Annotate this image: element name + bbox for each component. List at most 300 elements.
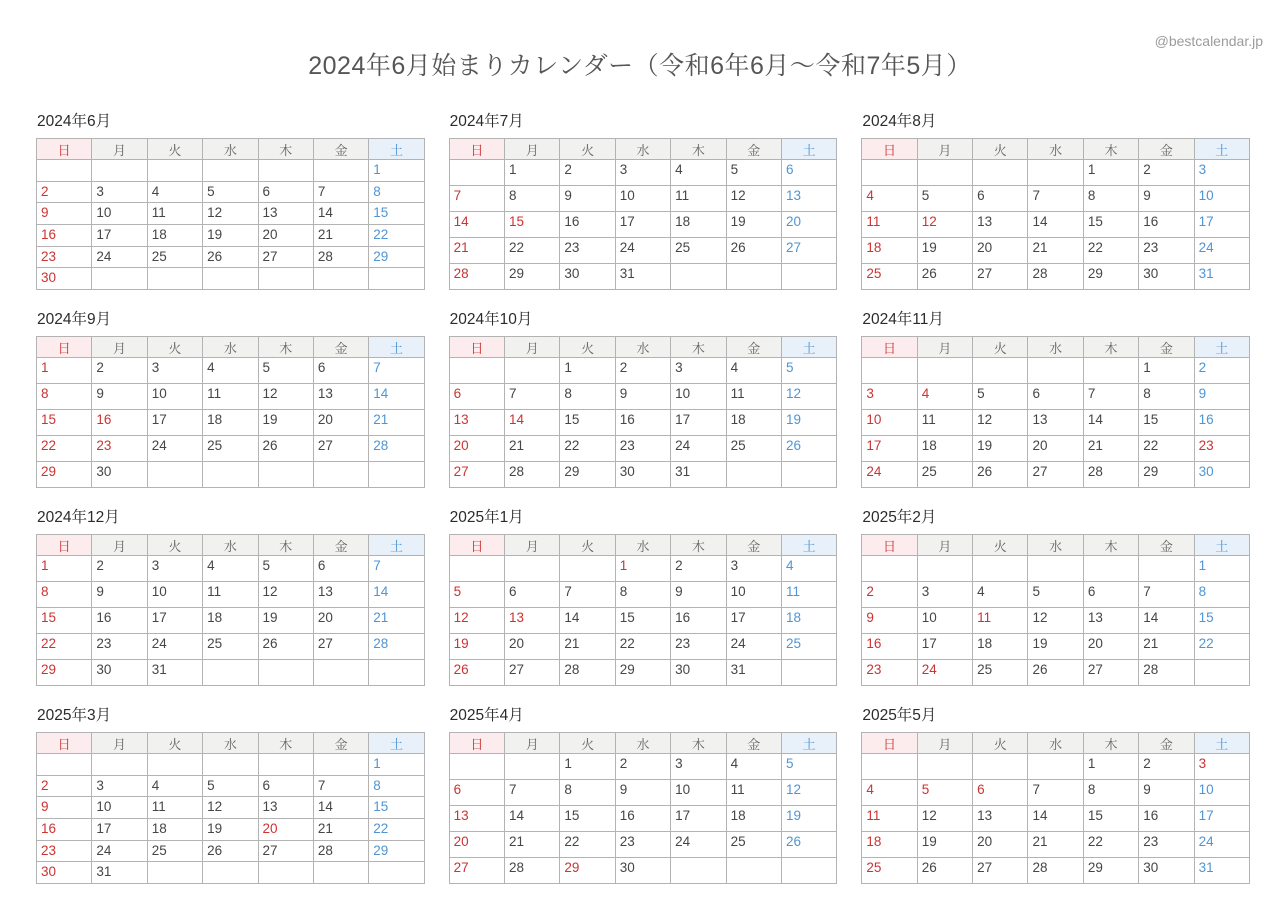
day-cell: 5	[782, 754, 837, 780]
month-calendar-3	[861, 109, 1250, 290]
month-calendar-10	[36, 703, 425, 884]
day-cell: 4	[727, 754, 782, 780]
day-cell: 12	[203, 203, 258, 225]
weekday-header-sun: 日	[862, 337, 917, 358]
day-cell: 17	[1195, 806, 1250, 832]
day-cell: 25	[918, 462, 973, 488]
weekday-header-weekday: 金	[314, 139, 369, 160]
day-cell: 9	[862, 608, 917, 634]
month-grid	[449, 534, 838, 686]
day-cell: 15	[1084, 212, 1139, 238]
day-cell: 31	[1195, 264, 1250, 290]
day-cell: 15	[505, 212, 560, 238]
day-cell: 11	[203, 582, 258, 608]
day-cell: 22	[505, 238, 560, 264]
weekday-header-weekday: 水	[616, 733, 671, 754]
month-title: 2024年6月	[37, 113, 112, 130]
day-cell: 23	[1139, 832, 1194, 858]
weekday-header-weekday: 金	[314, 535, 369, 556]
day-cell: 6	[259, 182, 314, 204]
day-cell: 3	[616, 160, 671, 186]
empty-cell	[727, 858, 782, 884]
day-cell: 16	[37, 225, 92, 247]
day-cell: 1	[505, 160, 560, 186]
month-title: 2024年7月	[449, 113, 524, 130]
day-cell: 11	[727, 384, 782, 410]
day-cell: 30	[671, 660, 726, 686]
weekday-header-weekday: 月	[505, 535, 560, 556]
day-cell: 7	[505, 780, 560, 806]
day-cell: 4	[973, 582, 1028, 608]
day-cell: 9	[1195, 384, 1250, 410]
day-cell: 27	[1084, 660, 1139, 686]
day-cell: 21	[560, 634, 615, 660]
day-cell: 15	[616, 608, 671, 634]
month-calendar-8	[449, 505, 838, 686]
day-cell: 28	[1028, 858, 1083, 884]
day-cell: 25	[727, 832, 782, 858]
day-cell: 30	[92, 462, 147, 488]
weekday-header-weekday: 火	[973, 535, 1028, 556]
day-cell: 14	[314, 797, 369, 819]
day-cell: 25	[148, 841, 203, 863]
day-cell: 24	[727, 634, 782, 660]
day-cell: 20	[505, 634, 560, 660]
day-cell: 13	[450, 410, 505, 436]
day-cell: 5	[1028, 582, 1083, 608]
day-cell: 27	[973, 264, 1028, 290]
day-cell: 19	[1028, 634, 1083, 660]
day-cell: 19	[203, 819, 258, 841]
day-cell: 8	[369, 182, 424, 204]
day-cell: 2	[560, 160, 615, 186]
day-cell: 23	[616, 832, 671, 858]
day-cell: 12	[782, 384, 837, 410]
day-cell: 10	[671, 780, 726, 806]
day-cell: 29	[37, 660, 92, 686]
weekday-header-weekday: 火	[148, 139, 203, 160]
day-cell: 16	[92, 410, 147, 436]
day-cell: 20	[450, 436, 505, 462]
day-cell: 20	[259, 225, 314, 247]
month-calendar-1	[36, 109, 425, 290]
day-cell: 24	[671, 832, 726, 858]
day-cell: 26	[782, 832, 837, 858]
day-cell: 5	[450, 582, 505, 608]
weekday-header-weekday: 水	[203, 139, 258, 160]
empty-cell	[92, 160, 147, 182]
day-cell: 17	[616, 212, 671, 238]
empty-cell	[203, 660, 258, 686]
month-calendar-12	[861, 703, 1250, 884]
day-cell: 10	[148, 582, 203, 608]
day-cell: 24	[1195, 238, 1250, 264]
day-cell: 12	[918, 212, 973, 238]
day-cell: 21	[1084, 436, 1139, 462]
weekday-header-weekday: 月	[92, 337, 147, 358]
weekday-header-sun: 日	[450, 139, 505, 160]
day-cell: 22	[37, 634, 92, 660]
day-cell: 22	[560, 832, 615, 858]
empty-cell	[505, 556, 560, 582]
weekday-header-weekday: 火	[560, 535, 615, 556]
day-cell: 22	[1139, 436, 1194, 462]
weekday-header-sat: 土	[1195, 139, 1250, 160]
empty-cell	[862, 358, 917, 384]
weekday-header-weekday: 月	[505, 139, 560, 160]
day-cell: 12	[1028, 608, 1083, 634]
day-cell: 3	[671, 358, 726, 384]
day-cell: 19	[203, 225, 258, 247]
day-cell: 18	[148, 819, 203, 841]
day-cell: 28	[369, 634, 424, 660]
day-cell: 13	[314, 582, 369, 608]
day-cell: 31	[148, 660, 203, 686]
day-cell: 14	[505, 806, 560, 832]
month-grid	[861, 138, 1250, 290]
month-grid	[36, 138, 425, 290]
day-cell: 22	[37, 436, 92, 462]
day-cell: 8	[37, 384, 92, 410]
empty-cell	[918, 556, 973, 582]
day-cell: 26	[973, 462, 1028, 488]
day-cell: 29	[1084, 264, 1139, 290]
day-cell: 18	[148, 225, 203, 247]
weekday-header-sat: 土	[369, 535, 424, 556]
weekday-header-weekday: 木	[1084, 535, 1139, 556]
day-cell: 11	[148, 203, 203, 225]
day-cell: 2	[616, 754, 671, 780]
empty-cell	[314, 754, 369, 776]
day-cell: 25	[973, 660, 1028, 686]
day-cell: 20	[314, 410, 369, 436]
empty-cell	[369, 268, 424, 290]
day-cell: 25	[862, 264, 917, 290]
empty-cell	[203, 754, 258, 776]
day-cell: 28	[1028, 264, 1083, 290]
day-cell: 23	[92, 436, 147, 462]
day-cell: 14	[369, 384, 424, 410]
day-cell: 11	[862, 212, 917, 238]
month-title: 2025年5月	[862, 707, 937, 724]
day-cell: 13	[450, 806, 505, 832]
weekday-header-weekday: 火	[973, 139, 1028, 160]
day-cell: 25	[862, 858, 917, 884]
day-cell: 9	[671, 582, 726, 608]
empty-cell	[450, 556, 505, 582]
empty-cell	[1084, 556, 1139, 582]
day-cell: 26	[1028, 660, 1083, 686]
day-cell: 15	[369, 797, 424, 819]
weekday-header-sun: 日	[450, 733, 505, 754]
day-cell: 19	[918, 238, 973, 264]
day-cell: 14	[314, 203, 369, 225]
day-cell: 2	[92, 358, 147, 384]
day-cell: 30	[560, 264, 615, 290]
day-cell: 31	[92, 862, 147, 884]
day-cell: 17	[1195, 212, 1250, 238]
day-cell: 28	[1139, 660, 1194, 686]
day-cell: 9	[1139, 780, 1194, 806]
weekday-header-weekday: 火	[148, 337, 203, 358]
month-title: 2024年10月	[449, 311, 533, 328]
empty-cell	[671, 858, 726, 884]
empty-cell	[369, 862, 424, 884]
empty-cell	[92, 268, 147, 290]
day-cell: 9	[37, 203, 92, 225]
day-cell: 25	[671, 238, 726, 264]
weekday-header-weekday: 月	[505, 337, 560, 358]
day-cell: 3	[1195, 754, 1250, 780]
day-cell: 25	[203, 436, 258, 462]
day-cell: 4	[148, 182, 203, 204]
day-cell: 16	[92, 608, 147, 634]
day-cell: 10	[862, 410, 917, 436]
month-title: 2025年1月	[449, 509, 524, 526]
day-cell: 5	[918, 780, 973, 806]
weekday-header-weekday: 木	[259, 733, 314, 754]
day-cell: 6	[1028, 384, 1083, 410]
day-cell: 19	[973, 436, 1028, 462]
weekday-header-weekday: 火	[973, 733, 1028, 754]
weekday-header-weekday: 火	[148, 535, 203, 556]
day-cell: 28	[505, 858, 560, 884]
day-cell: 10	[671, 384, 726, 410]
day-cell: 14	[369, 582, 424, 608]
day-cell: 25	[727, 436, 782, 462]
day-cell: 29	[616, 660, 671, 686]
day-cell: 13	[1084, 608, 1139, 634]
day-cell: 7	[314, 776, 369, 798]
day-cell: 27	[450, 462, 505, 488]
empty-cell	[973, 556, 1028, 582]
weekday-header-weekday: 木	[671, 139, 726, 160]
empty-cell	[973, 358, 1028, 384]
weekday-header-weekday: 月	[918, 535, 973, 556]
day-cell: 28	[450, 264, 505, 290]
day-cell: 5	[203, 182, 258, 204]
day-cell: 24	[92, 247, 147, 269]
weekday-header-weekday: 木	[1084, 733, 1139, 754]
day-cell: 13	[973, 806, 1028, 832]
day-cell: 19	[450, 634, 505, 660]
day-cell: 5	[259, 556, 314, 582]
empty-cell	[918, 754, 973, 780]
day-cell: 30	[37, 268, 92, 290]
weekday-header-weekday: 水	[203, 337, 258, 358]
day-cell: 18	[671, 212, 726, 238]
day-cell: 15	[369, 203, 424, 225]
day-cell: 17	[148, 410, 203, 436]
day-cell: 7	[369, 358, 424, 384]
day-cell: 21	[314, 819, 369, 841]
empty-cell	[203, 462, 258, 488]
day-cell: 22	[616, 634, 671, 660]
empty-cell	[862, 160, 917, 186]
weekday-header-sun: 日	[450, 535, 505, 556]
day-cell: 5	[918, 186, 973, 212]
day-cell: 21	[1028, 238, 1083, 264]
day-cell: 18	[782, 608, 837, 634]
empty-cell	[782, 858, 837, 884]
day-cell: 6	[314, 556, 369, 582]
day-cell: 1	[616, 556, 671, 582]
day-cell: 15	[37, 410, 92, 436]
empty-cell	[918, 160, 973, 186]
day-cell: 6	[450, 384, 505, 410]
weekday-header-weekday: 水	[203, 535, 258, 556]
empty-cell	[203, 862, 258, 884]
day-cell: 24	[918, 660, 973, 686]
month-title: 2025年2月	[862, 509, 937, 526]
day-cell: 3	[1195, 160, 1250, 186]
day-cell: 16	[671, 608, 726, 634]
empty-cell	[259, 754, 314, 776]
empty-cell	[1084, 358, 1139, 384]
day-cell: 27	[259, 247, 314, 269]
day-cell: 14	[560, 608, 615, 634]
day-cell: 29	[505, 264, 560, 290]
day-cell: 11	[918, 410, 973, 436]
day-cell: 18	[203, 410, 258, 436]
day-cell: 12	[450, 608, 505, 634]
day-cell: 19	[782, 410, 837, 436]
day-cell: 23	[37, 247, 92, 269]
day-cell: 21	[1139, 634, 1194, 660]
day-cell: 6	[314, 358, 369, 384]
day-cell: 19	[727, 212, 782, 238]
day-cell: 17	[92, 819, 147, 841]
day-cell: 9	[37, 797, 92, 819]
day-cell: 31	[671, 462, 726, 488]
weekday-header-weekday: 金	[314, 733, 369, 754]
month-calendar-2	[449, 109, 838, 290]
day-cell: 12	[259, 384, 314, 410]
weekday-header-sat: 土	[369, 337, 424, 358]
empty-cell	[259, 268, 314, 290]
weekday-header-weekday: 水	[1028, 337, 1083, 358]
day-cell: 10	[727, 582, 782, 608]
month-calendar-4	[36, 307, 425, 488]
day-cell: 4	[727, 358, 782, 384]
day-cell: 29	[1084, 858, 1139, 884]
day-cell: 2	[616, 358, 671, 384]
day-cell: 2	[37, 776, 92, 798]
day-cell: 12	[203, 797, 258, 819]
day-cell: 14	[1028, 212, 1083, 238]
day-cell: 3	[727, 556, 782, 582]
day-cell: 27	[314, 436, 369, 462]
weekday-header-sun: 日	[862, 535, 917, 556]
day-cell: 22	[1084, 238, 1139, 264]
day-cell: 27	[450, 858, 505, 884]
day-cell: 11	[862, 806, 917, 832]
weekday-header-weekday: 金	[314, 337, 369, 358]
day-cell: 5	[259, 358, 314, 384]
weekday-header-sat: 土	[1195, 733, 1250, 754]
day-cell: 7	[1028, 780, 1083, 806]
weekday-header-weekday: 金	[727, 337, 782, 358]
day-cell: 13	[782, 186, 837, 212]
weekday-header-sun: 日	[37, 139, 92, 160]
empty-cell	[918, 358, 973, 384]
day-cell: 13	[973, 212, 1028, 238]
day-cell: 4	[862, 186, 917, 212]
day-cell: 24	[148, 436, 203, 462]
day-cell: 30	[92, 660, 147, 686]
day-cell: 8	[37, 582, 92, 608]
day-cell: 24	[148, 634, 203, 660]
day-cell: 6	[505, 582, 560, 608]
day-cell: 22	[1084, 832, 1139, 858]
day-cell: 13	[259, 797, 314, 819]
day-cell: 27	[505, 660, 560, 686]
empty-cell	[314, 862, 369, 884]
day-cell: 28	[505, 462, 560, 488]
weekday-header-sat: 土	[369, 733, 424, 754]
day-cell: 8	[560, 780, 615, 806]
day-cell: 21	[369, 608, 424, 634]
day-cell: 29	[560, 858, 615, 884]
day-cell: 24	[671, 436, 726, 462]
day-cell: 9	[560, 186, 615, 212]
day-cell: 1	[37, 358, 92, 384]
weekday-header-weekday: 水	[616, 535, 671, 556]
weekday-header-weekday: 火	[148, 733, 203, 754]
day-cell: 26	[918, 264, 973, 290]
empty-cell	[1139, 556, 1194, 582]
day-cell: 15	[1195, 608, 1250, 634]
day-cell: 21	[505, 436, 560, 462]
month-calendar-5	[449, 307, 838, 488]
empty-cell	[862, 754, 917, 780]
day-cell: 21	[1028, 832, 1083, 858]
weekday-header-weekday: 火	[560, 337, 615, 358]
day-cell: 21	[314, 225, 369, 247]
day-cell: 27	[973, 858, 1028, 884]
day-cell: 3	[862, 384, 917, 410]
day-cell: 20	[973, 832, 1028, 858]
empty-cell	[727, 462, 782, 488]
day-cell: 24	[1195, 832, 1250, 858]
weekday-header-sat: 土	[782, 337, 837, 358]
day-cell: 23	[1195, 436, 1250, 462]
day-cell: 17	[148, 608, 203, 634]
day-cell: 5	[727, 160, 782, 186]
weekday-header-weekday: 水	[616, 337, 671, 358]
day-cell: 29	[369, 841, 424, 863]
day-cell: 19	[259, 410, 314, 436]
day-cell: 15	[560, 806, 615, 832]
empty-cell	[203, 268, 258, 290]
day-cell: 18	[862, 832, 917, 858]
day-cell: 7	[505, 384, 560, 410]
day-cell: 5	[973, 384, 1028, 410]
weekday-header-weekday: 月	[92, 535, 147, 556]
day-cell: 30	[1139, 264, 1194, 290]
day-cell: 4	[782, 556, 837, 582]
day-cell: 4	[203, 556, 258, 582]
day-cell: 29	[37, 462, 92, 488]
day-cell: 26	[918, 858, 973, 884]
months-grid	[36, 109, 1250, 884]
page-title: 2024年6月始まりカレンダー（令和6年6月～令和7年5月）	[308, 52, 972, 80]
day-cell: 15	[37, 608, 92, 634]
month-grid	[36, 732, 425, 884]
day-cell: 8	[505, 186, 560, 212]
weekday-header-sat: 土	[782, 139, 837, 160]
weekday-header-weekday: 水	[1028, 733, 1083, 754]
